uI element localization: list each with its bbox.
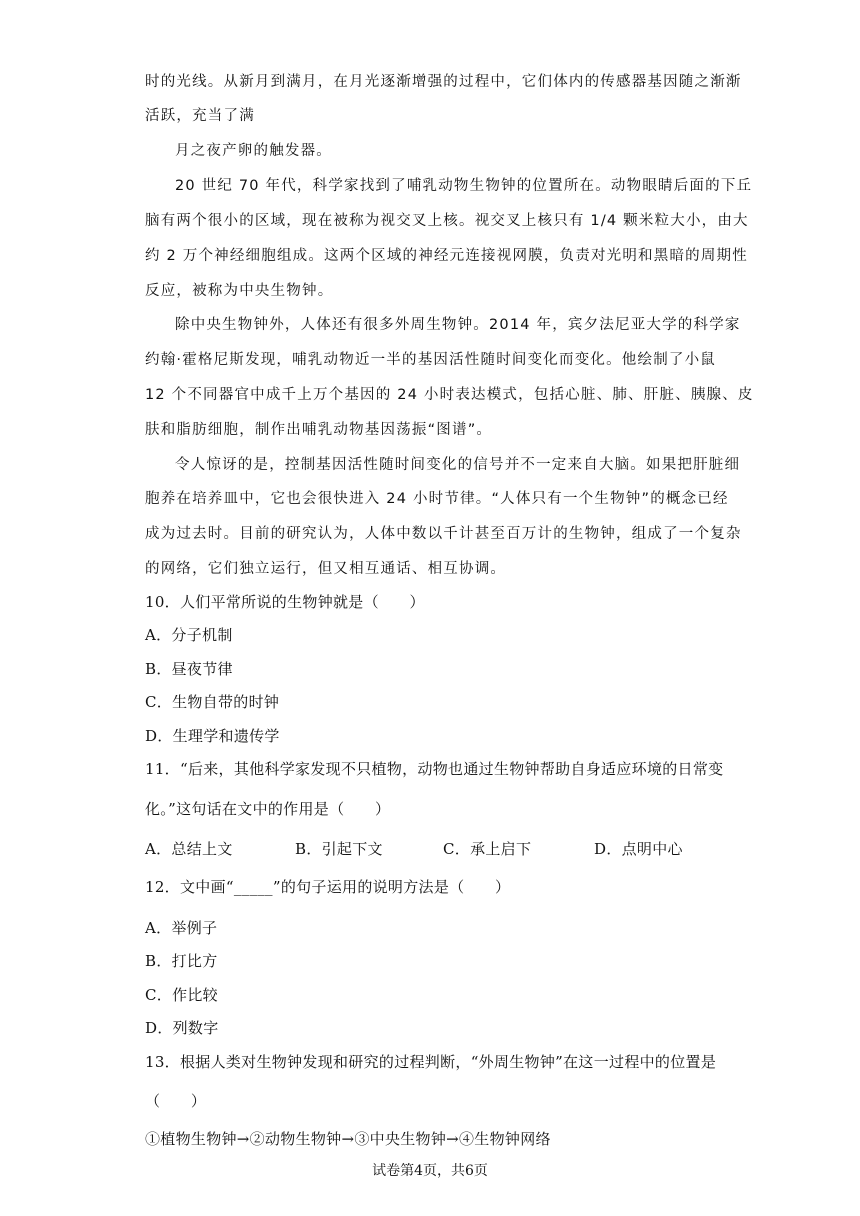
- question-10-option-c[interactable]: C．生物自带的时钟: [145, 693, 280, 711]
- question-12-stem: 12．文中画“_____”的句子运用的说明方法是（ ）: [145, 878, 511, 896]
- passage-line: 脑有两个很小的区域，现在被称为视交叉上核。视交叉上核只有 1/4 颗米粒大小，由大: [145, 213, 749, 229]
- passage-line: 反应，被称为中央生物钟。: [145, 283, 334, 299]
- passage-line: 令人惊讶的是，控制基因活性随时间变化的信号并不一定来自大脑。如果把肝脏细: [175, 457, 741, 473]
- question-13-sequence: ①植物生物钟→②动物生物钟→③中央生物钟→④生物钟网络: [145, 1130, 551, 1148]
- question-11-stem: 11．“后来，其他科学家发现不只植物，动物也通过生物钟帮助自身适应环境的日常变: [145, 760, 724, 778]
- passage-line: 活跃，充当了满: [145, 108, 255, 124]
- page-footer: 试卷第4页，共6页: [372, 1163, 488, 1179]
- question-11-option-d[interactable]: D．点明中心: [594, 840, 683, 858]
- question-11-stem: 化。”这句话在文中的作用是（ ）: [145, 800, 391, 818]
- question-12-option-d[interactable]: D．列数字: [145, 1019, 219, 1037]
- passage-line: 时的光线。从新月到满月，在月光逐渐增强的过程中，它们体内的传感器基因随之渐渐: [145, 74, 742, 90]
- question-10-option-a[interactable]: A．分子机制: [145, 626, 233, 644]
- passage-line: 月之夜产卵的触发器。: [175, 143, 332, 159]
- passage-line: 成为过去时。目前的研究认为，人体中数以千计甚至百万计的生物钟，组成了一个复杂: [145, 526, 742, 542]
- passage-line: 的网络，它们独立运行，但又相互通话、相互协调。: [145, 561, 507, 577]
- question-11-option-a[interactable]: A．总结上文: [145, 840, 233, 858]
- question-10-option-b[interactable]: B．昼夜节律: [145, 660, 233, 678]
- question-10-option-d[interactable]: D．生理学和遗传学: [145, 727, 280, 745]
- passage-line: 约翰·霍格尼斯发现，哺乳动物近一半的基因活性随时间变化而变化。他绘制了小鼠: [145, 352, 717, 368]
- question-12-option-b[interactable]: B．打比方: [145, 952, 218, 970]
- passage-line: 除中央生物钟外，人体还有很多外周生物钟。2014 年，宾夕法尼亚大学的科学家: [175, 317, 741, 333]
- passage-line: 约 2 万个神经细胞组成。这两个区域的神经元连接视网膜，负责对光明和黑暗的周期性: [145, 248, 748, 264]
- question-13-stem: 13．根据人类对生物钟发现和研究的过程判断，“外周生物钟”在这一过程中的位置是: [145, 1053, 717, 1071]
- question-13-answer-blank[interactable]: （ ）: [145, 1092, 207, 1110]
- passage-line: 12 个不同器官中成千上万个基因的 24 小时表达模式，包括心脏、肺、肝脏、胰腺、皮: [145, 387, 754, 403]
- question-12-option-a[interactable]: A．举例子: [145, 919, 218, 937]
- passage-line: 肤和脂肪细胞，制作出哺乳动物基因荡振“图谱”。: [145, 422, 493, 438]
- question-11-option-b[interactable]: B．引起下文: [295, 840, 383, 858]
- passage-line: 胞养在培养皿中，它也会很快进入 24 小时节律。“人体只有一个生物钟”的概念已经: [145, 491, 729, 507]
- question-10-stem: 10．人们平常所说的生物钟就是（ ）: [145, 593, 425, 611]
- passage-line: 20 世纪 70 年代，科学家找到了哺乳动物生物钟的位置所在。动物眼睛后面的下丘: [175, 178, 753, 194]
- question-11-option-c[interactable]: C．承上启下: [443, 840, 532, 858]
- question-12-option-c[interactable]: C．作比较: [145, 986, 218, 1004]
